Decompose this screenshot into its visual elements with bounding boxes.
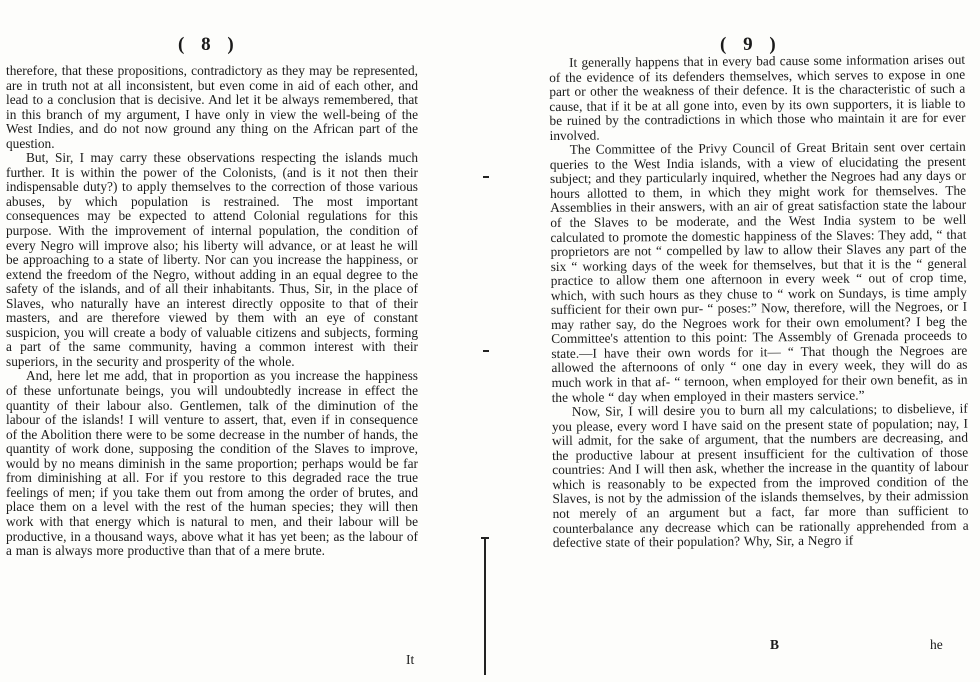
paragraph: Now, Sir, I will desire you to burn all my calculations; to disbelieve, if you please, every word I have said on the present state of population; nay, I will admit, for the sake of argument, that the numbers are decreasing, and the productive labour at present insufficient for the cultivation of those countries: And I will then ask, whether the increase in the quantity of labour which is reasonably to be expected from the improved condition of the Slaves, is not by the admission of the islands themselves, by their admission not merely of an argument but a fact, far more than sufficient to counterbalance any decrease which can be rationally apprehended from a defective state of their population? Why, Sir, a Negro if [551,400,969,551]
paragraph: But, Sir, I may carry these observations respecting the islands much further. It is within the power of the Colonists, (and is it not then their indispensable duty?) to apply themselves to the correction of those various abuses, by which population is restrained. The most important consequences may be expected to attend Colonial regulations for this purpose. With the improvement of internal population, the condition of every Negro will improve also; his liberty will advance, or at least he will be approaching to a state of liberty. Nor can you increase the happiness, or extend the freedom of the Negro, without adding in an equal degree to the safety of the islands, and of all their inhabitants. Thus, Sir, in the place of Slaves, who naturally have an interest directly opposite to that of their masters, and are therefore viewed by them with an eye of constant suspicion, you will create a body of valuable citizens and subjects, forming a part of the same community, having a common interest with their superiors, in the security and prosperity of the whole. [6,150,418,369]
page-number-right: ( 9 ) [720,34,782,55]
signature-mark: B [770,637,780,652]
paragraph: And, here let me add, that in proportion as you increase the happiness of these unfortunate beings, you will undoubtedly increase in effect the quantity of their labour also. Gentlemen, talk of the diminution of the labour of the islands! I will venture to assert, that, even if in consequence of the Abolition there were to be some decrease in the number of hands, the quantity of work done, supposing the condition of the Slaves to improve, would by no means diminish in the same proportion; perhaps would be far from diminishing at all. For if you restore to this degraded race the true feelings of men; if you take them out from among the order of brutes, and place them on a level with the rest of the human species; they will then work with that energy which is natural to men, and their labour will be productive, in a thousand ways, above what it has yet been; as the labour of a man is always more productive than that of a mere brute. [6,368,418,559]
left-page [0,0,487,682]
gutter-mark [484,537,486,675]
paragraph: The Committee of the Privy Council of Great Britain sent over certain queries to the West India islands, with a view of elucidating the present subject; and they particularly inquired, whether the Negroes had any days or hours allotted to them, in which they might work for themselves. The Assemblies in their answers, with an air of great satisfaction state the labour of the Slaves to be moderate, and the West India system to be well calculated to promote the domestic happiness of the Slaves: They add, “ that proprietors are not “ compelled by law to allow their Slaves any part of the six “ working days of the week for themselves, but that it is the “ general practice to allow them one afternoon in every week “ out of crop time, which, with such hours as they chuse to “ work on Sundays, is time amply sufficient for their own pur- “ poses:” Now, therefore, will the Negroes, or I may rather say, do the Negroes work for their own emolument? I beg the Committee's attention to this point: The Assembly of Grenada proceeds to state.—I have their own words for it— “ That though the Negroes are allowed the afternoons of only “ one day in every week, they will do as much work in that af- “ ternoon, when employed for their own benefit, as in the whole “ day when employed in their masters service.” [549,139,968,405]
paragraph: It generally happens that in every bad cause some information arises out of the evidence of its defenders themselves, which serves to expose in one part or other the weakness of their defence. It is the characteristic of such a cause, that if it be at all gone into, even by its own supporters, it is liable to be ruined by the contradictions in which those who maintain it are for ever involved. [549,51,966,143]
catchword-right: he [930,637,943,652]
left-page-text [6,64,418,559]
page-number-left: ( 8 ) [178,34,240,55]
paragraph: therefore, that these propositions, contradictory as they may be represented, are in truth not at all inconsistent, but even come in aid of each other, and lead to a conclusion that is decisive. And let it be always remembered, that in this branch of my argument, I have only in view the well-being of the West Indies, and do not now ground any thing on the African part of the question. [6,63,418,151]
right-page-text [549,53,969,551]
right-page [487,0,980,682]
catchword-left: It [406,652,415,667]
